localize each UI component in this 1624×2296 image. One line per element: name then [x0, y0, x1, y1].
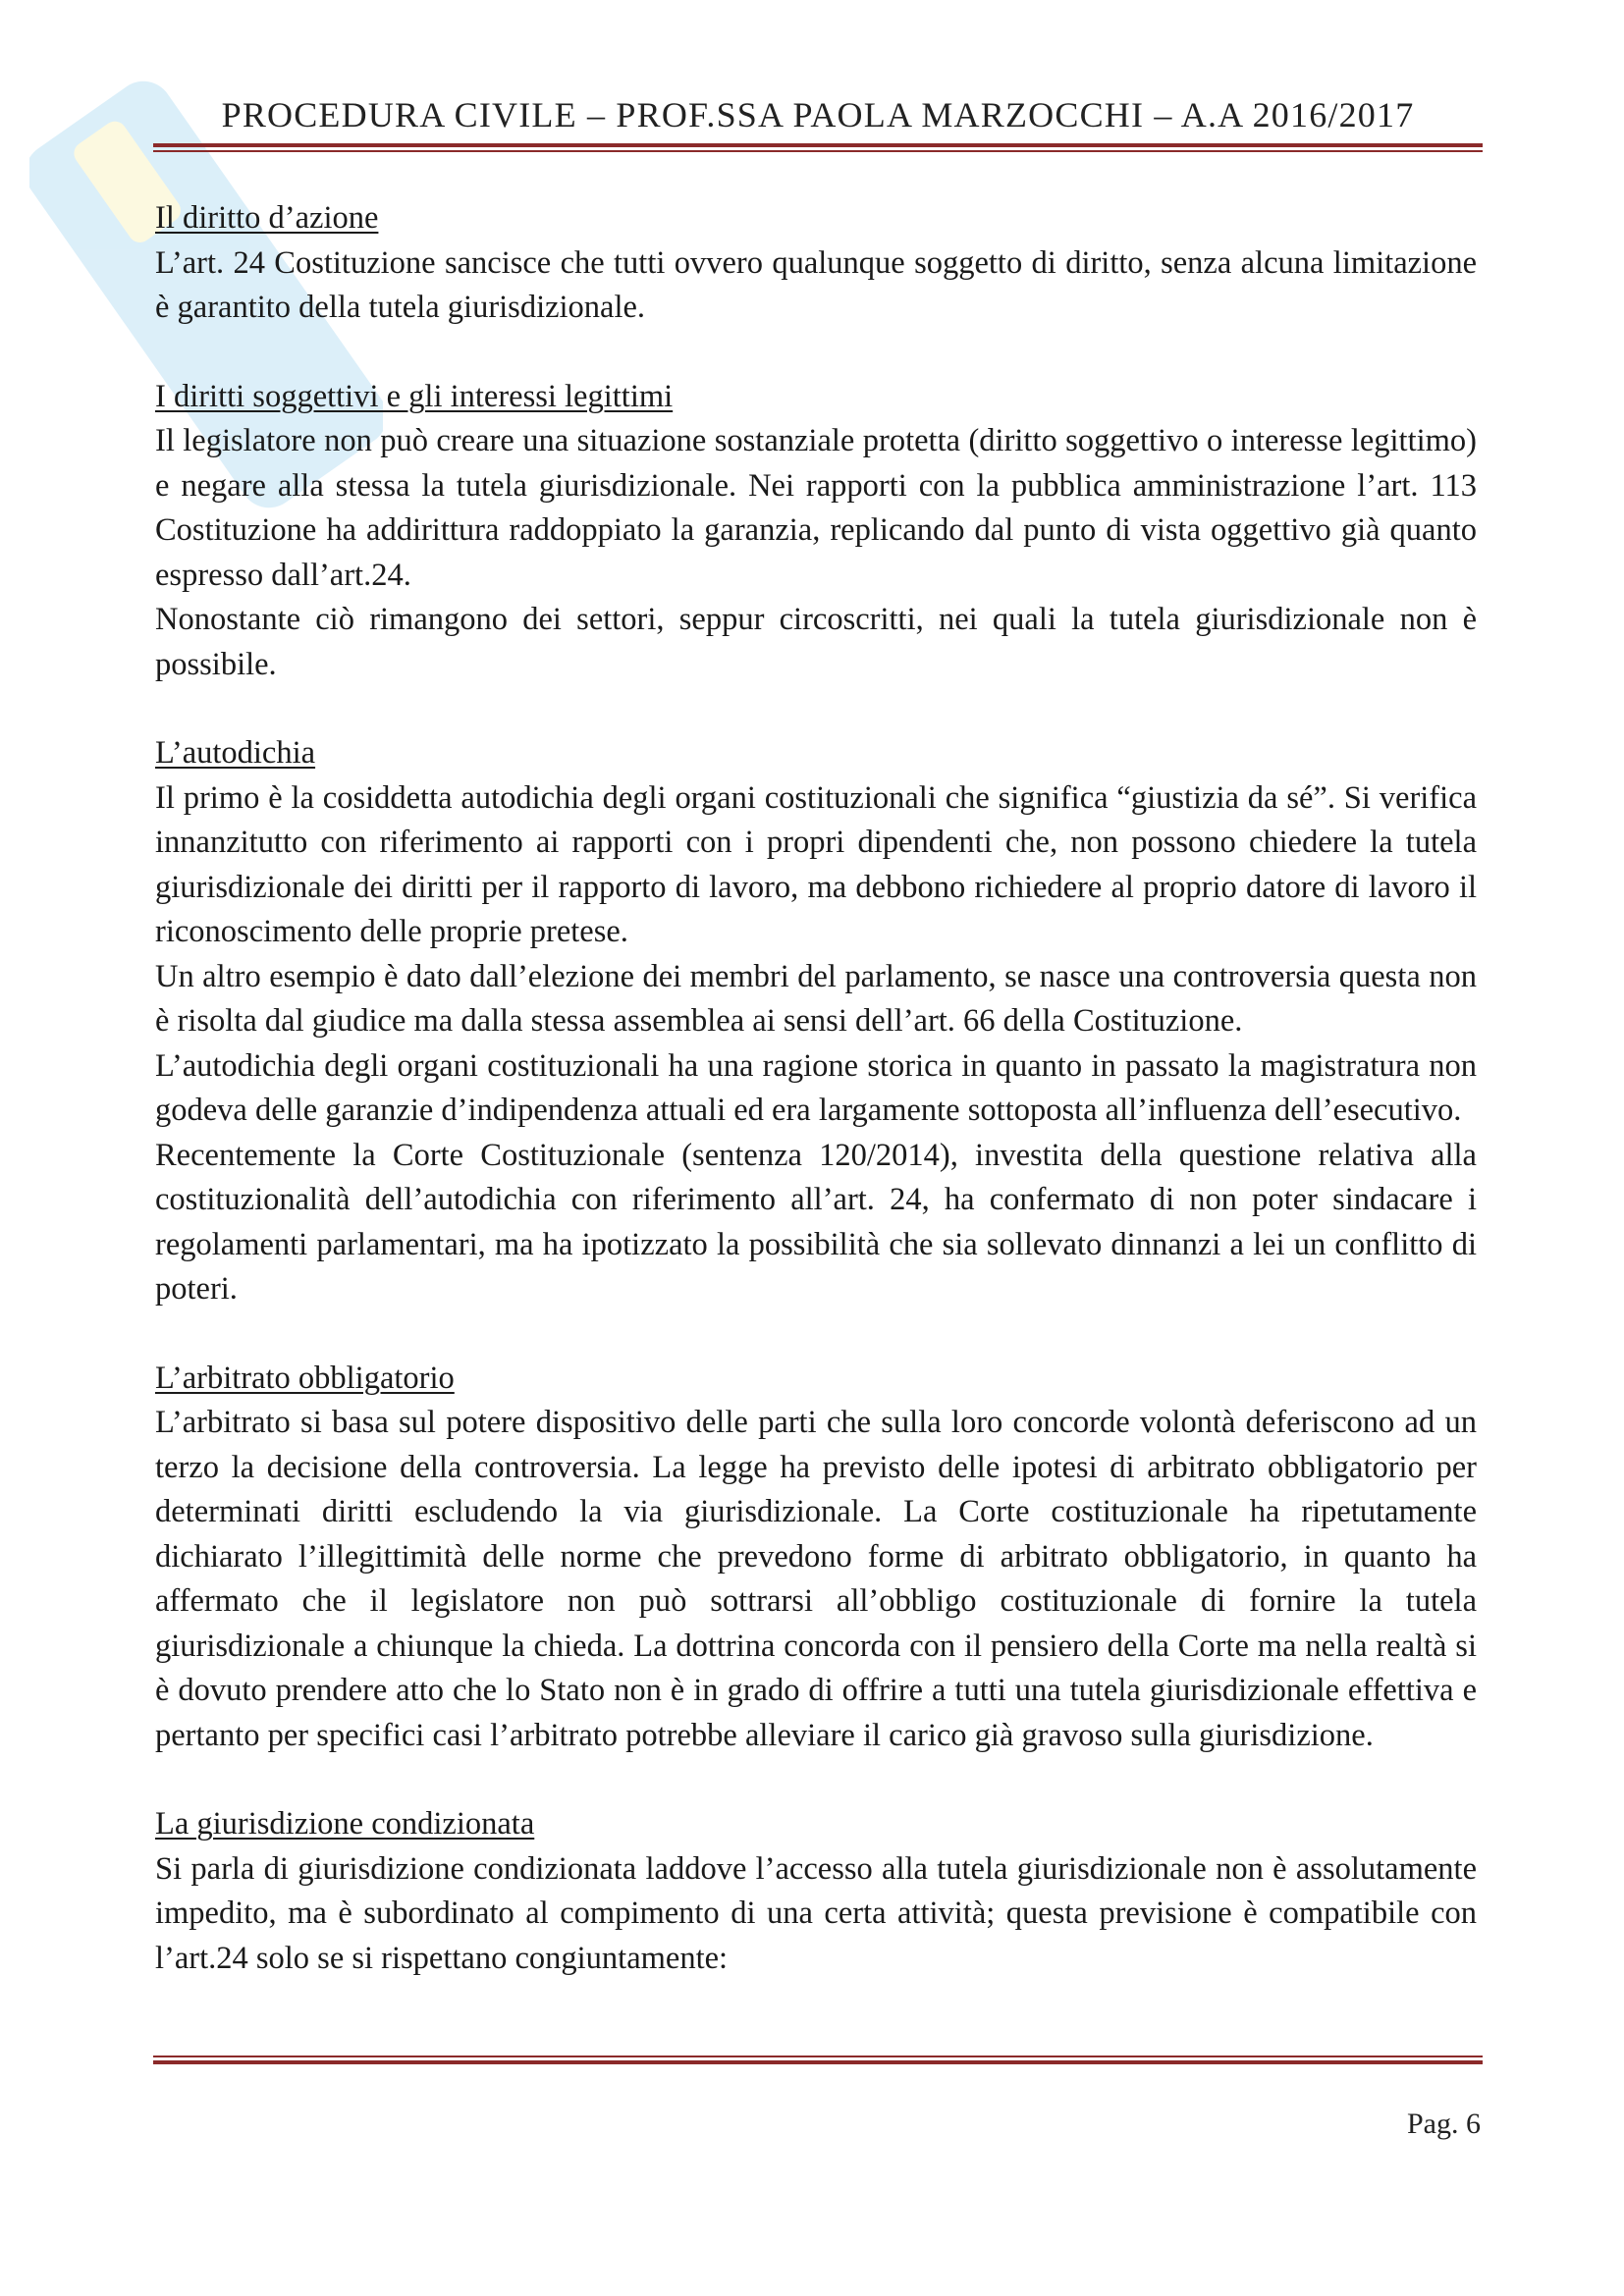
paragraph: Nonostante ciò rimangono dei settori, seppur circoscritti, nei quali la tutela giurisdizionale non è possibile.	[155, 602, 1477, 682]
section-autodichia	[155, 731, 1477, 1312]
document-body	[155, 196, 1477, 1981]
paragraph: Il primo è la cosiddetta autodichia degli organi costituzionali che significa “giustizia da sé”. Si verifica innanzitutto con riferimento ai rapporti con i propri dipendenti che, non possono chiedere la tutela giurisdizionale dei diritti per il rapporto di lavoro, ma debbono richiedere al proprio datore di lavoro il riconoscimento delle proprie pretese.	[155, 779, 1477, 949]
header-rule-thin	[153, 150, 1483, 152]
paragraph: L’autodichia degli organi costituzionali ha una ragione storica in quanto in passato la magistratura non godeva delle garanzie d’indipendenza attuali ed era largamente sottoposta all’influenza dell’esecutivo.	[155, 1047, 1477, 1128]
paragraph: Un altro esempio è dato dall’elezione dei membri del parlamento, se nasce una controversia questa non è risolta dal giudice ma dalla stessa assemblea ai sensi dell’art. 66 della Costituzione.	[155, 958, 1477, 1039]
section-heading: L’arbitrato obbligatorio	[155, 1360, 455, 1396]
header-rule-thick	[153, 143, 1483, 147]
section-heading: L’autodichia	[155, 735, 316, 771]
section-heading: La giurisdizione condizionata	[155, 1806, 535, 1842]
section-heading: I diritti soggettivi e gli interessi legittimi	[155, 378, 674, 414]
section-arbitrato-obbligatorio	[155, 1357, 1477, 1759]
section-heading: Il diritto d’azione	[155, 200, 379, 236]
section-giurisdizione-condizionata	[155, 1802, 1477, 1981]
paragraph: Il legislatore non può creare una situazione sostanziale protetta (diritto soggettivo o interesse legittimo) e negare alla stessa la tutela giurisdizionale. Nei rapporti con la pubblica amministrazione l’art. 113 Costituzione ha addirittura raddoppiato la garanzia, replicando dal punto di vista oggettivo già quanto espresso dall’art.24.	[155, 423, 1477, 593]
section-diritto-azione	[155, 196, 1477, 331]
page-number: Pag. 6	[1407, 2108, 1481, 2140]
footer-rule-thin	[153, 2056, 1483, 2057]
page-header: PROCEDURA CIVILE – PROF.SSA PAOLA MARZOCCHI – A.A 2016/2017	[221, 95, 1415, 134]
paragraph: L’art. 24 Costituzione sancisce che tutti ovvero qualunque soggetto di diritto, senza alcuna limitazione è garantito della tutela giurisdizionale.	[155, 244, 1477, 325]
paragraph: Recentemente la Corte Costituzionale (sentenza 120/2014), investita della questione relativa alla costituzionalità dell’autodichia con riferimento all’art. 24, ha confermato di non poter sindacare i regolamenti parlamentari, ma ha ipotizzato la possibilità che sia sollevato dinnanzi a lei un conflitto di poteri.	[155, 1137, 1477, 1307]
footer-rule-thick	[153, 2060, 1483, 2064]
section-diritti-soggettivi	[155, 375, 1477, 688]
paragraph: Si parla di giurisdizione condizionata laddove l’accesso alla tutela giurisdizionale non è assolutamente impedito, ma è subordinato al compimento di una certa attività; questa previsione è compatibile con l’art.24 solo se si rispettano congiuntamente:	[155, 1850, 1477, 1976]
paragraph: L’arbitrato si basa sul potere dispositivo delle parti che sulla loro concorde volontà deferiscono ad un terzo la decisione della controversia. La legge ha previsto delle ipotesi di arbitrato obbligatorio per determinati diritti escludendo la via giurisdizionale. La Corte costituzionale ha ripetutamente dichiarato l’illegittimità delle norme che prevedono forme di arbitrato obbligatorio, in quanto ha affermato che il legislatore non può sottrarsi all’obbligo costituzionale di fornire la tutela giurisdizionale a chiunque la chieda. La dottrina concorda con il pensiero della Corte ma nella realtà si è dovuto prendere atto che lo Stato non è in grado di offrire a tutti una tutela giurisdizionale effettiva e pertanto per specifici casi l’arbitrato potrebbe alleviare il carico già gravoso sulla giurisdizione.	[155, 1405, 1477, 1753]
